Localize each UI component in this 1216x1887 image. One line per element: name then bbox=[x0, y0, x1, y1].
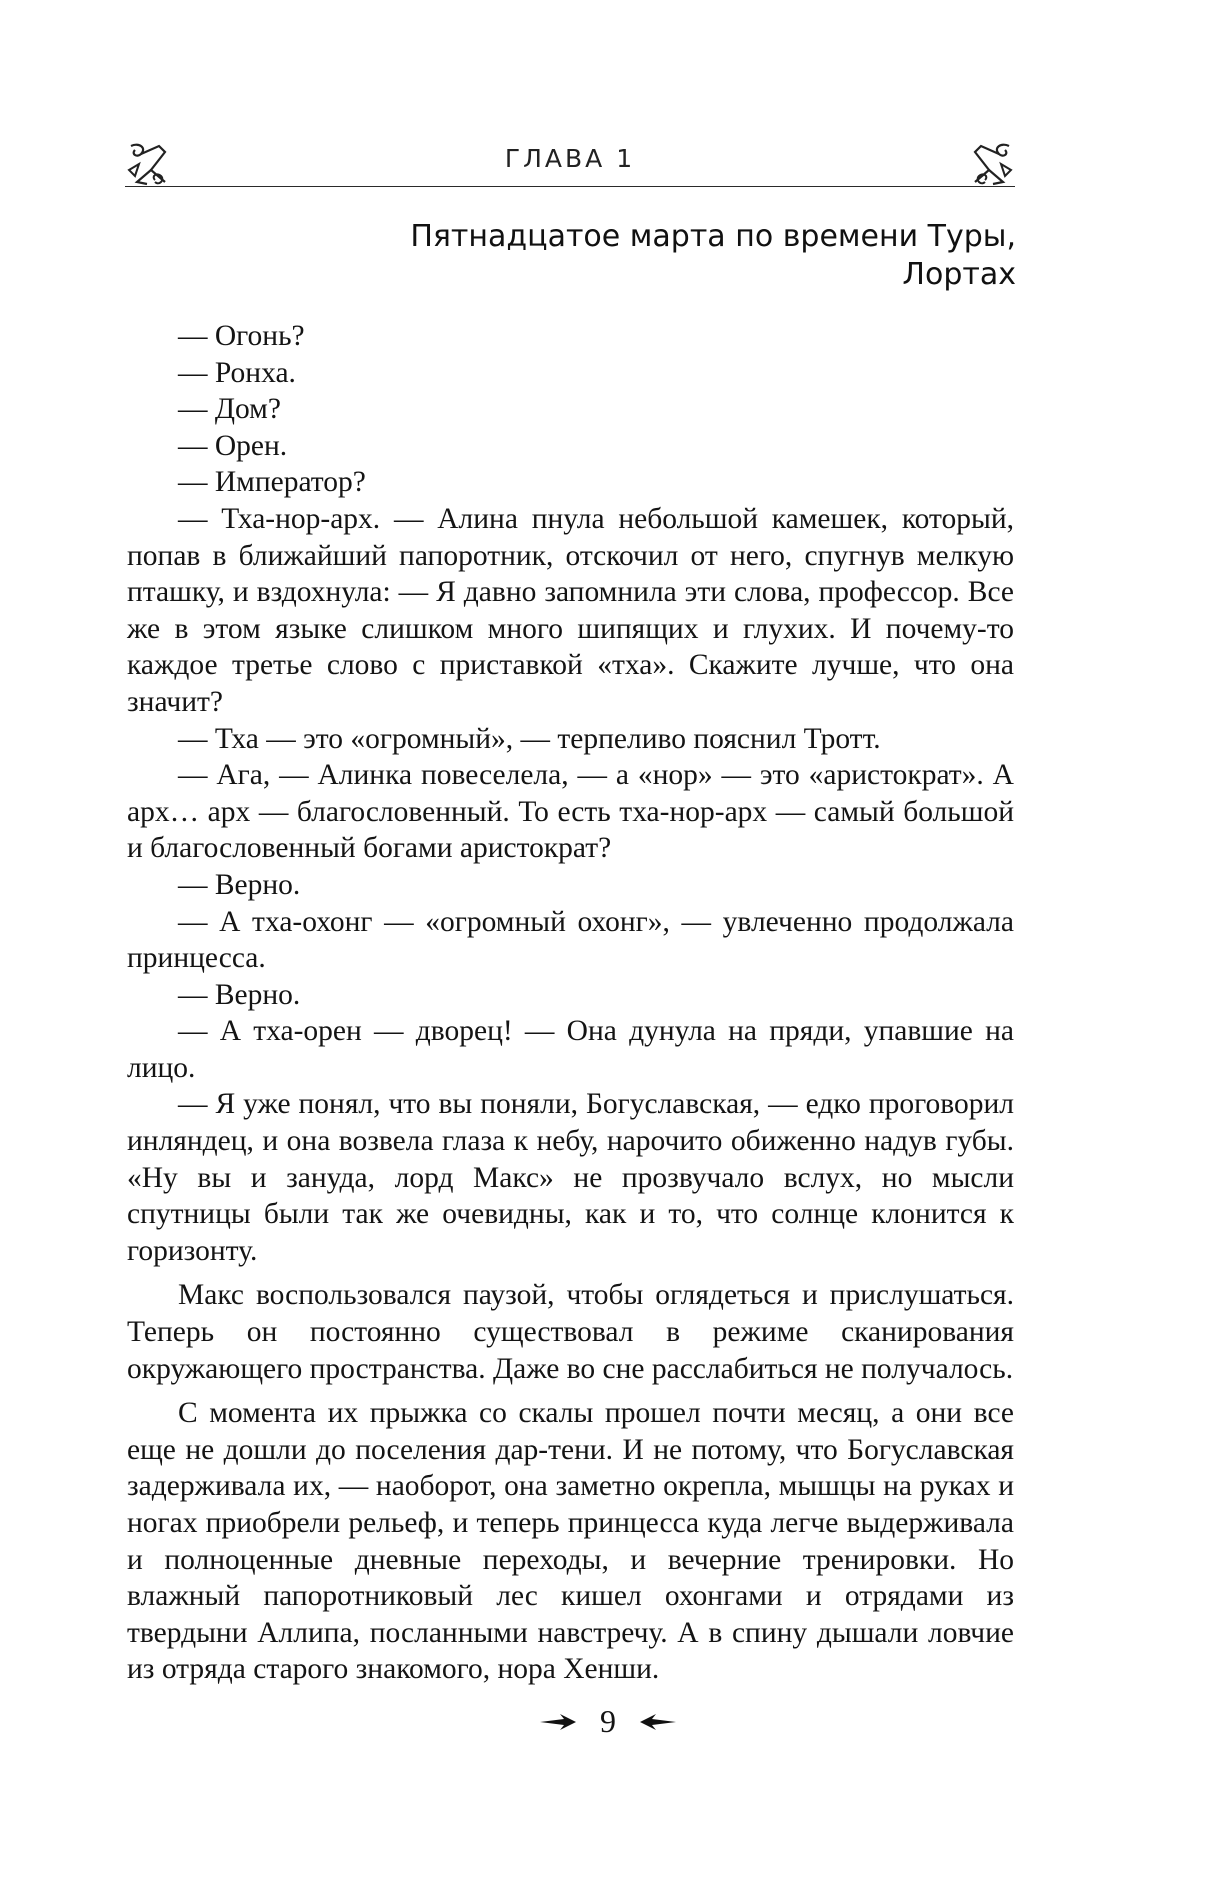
page-folio bbox=[0, 1700, 1216, 1740]
paragraph: — Я уже понял, что вы поняли, Богуславская, — едко проговорил инляндец, и она возвела глаза к небу, нарочито обиженно надув губы. «Ну вы и зануда, лорд Макс» не прозвучало вслух, но мысли спутницы были так же очевидны, как и то, что солнце клонится к горизонту. bbox=[127, 1088, 1014, 1267]
paragraph: — Верно. bbox=[178, 978, 301, 1011]
section-subtitle bbox=[410, 218, 1016, 294]
paragraph: — А тха-охонг — «огромный охонг», — увлеченно продолжала принцесса. bbox=[127, 905, 1014, 975]
body-text bbox=[127, 318, 1014, 1688]
paragraph: — Император? bbox=[178, 466, 366, 499]
running-header bbox=[125, 140, 1015, 190]
header-rule bbox=[125, 186, 1015, 187]
chapter-title: ГЛАВА 1 bbox=[504, 144, 636, 173]
paragraph: — Тха — это «огромный», — терпеливо пояснил Тротт. bbox=[178, 722, 881, 755]
paragraph: Макс воспользовался паузой, чтобы оглядеться и прислушаться. Теперь он постоянно существовал в режиме сканирования окружающего пространства. Даже во сне расслабиться не получалось. bbox=[127, 1279, 1014, 1385]
paragraph: — Тха-нор-арх. — Алина пнула небольшой камешек, который, попав в ближайший папоротник, отскочил от него, спугнув мелкую пташку, и вздохнула: — Я давно запомнила эти слова, профессор. Все же в этом языке слишком много шипящих и глухих. И почему-то каждое третье слово с приставкой «тха». Скажите лучше, что она значит? bbox=[127, 502, 1014, 718]
ornament-right-icon bbox=[967, 140, 1015, 188]
paragraph: — Огонь? bbox=[178, 320, 305, 352]
paragraph: — Верно. bbox=[178, 868, 301, 901]
paragraph: — А тха-орен — дворец! — Она дунула на пряди, упавшие на лицо. bbox=[127, 1015, 1014, 1084]
arrow-left-icon bbox=[638, 1712, 678, 1732]
paragraph: — Орен. bbox=[178, 429, 288, 462]
subtitle-line-2: Лортах bbox=[902, 257, 1016, 292]
page-number: 9 bbox=[600, 1703, 616, 1740]
paragraph: С момента их прыжка со скалы прошел почти месяц, а они все еще не дошли до поселения дар-тени. И не потому, что Богуславская задерживала их, — наоборот, она заметно окрепла, мышцы на руках и ногах приобрели рельеф, и теперь принцесса куда легче выдерживала и полноценные дневные переходы, и вечерние тренировки. Но влажный папоротниковый лес кишел охонгами и отрядами из твердыни Аллипа, посланными навстречу. А в спину дышали ловчие из отряда старого знакомого, нора Хенши. bbox=[127, 1397, 1014, 1686]
arrow-right-icon bbox=[538, 1712, 578, 1732]
subtitle-line-1: Пятнадцатое марта по времени Туры, bbox=[410, 219, 1016, 254]
paragraph: — Дом? bbox=[178, 393, 281, 426]
paragraph: — Ронха. bbox=[178, 356, 296, 389]
paragraph: — Ага, — Алинка повеселела, — а «нор» — это «аристократ». А арх… арх — благословенный. То есть тха-нор-арх — самый большой и благословенный богами аристократ? bbox=[127, 759, 1014, 865]
